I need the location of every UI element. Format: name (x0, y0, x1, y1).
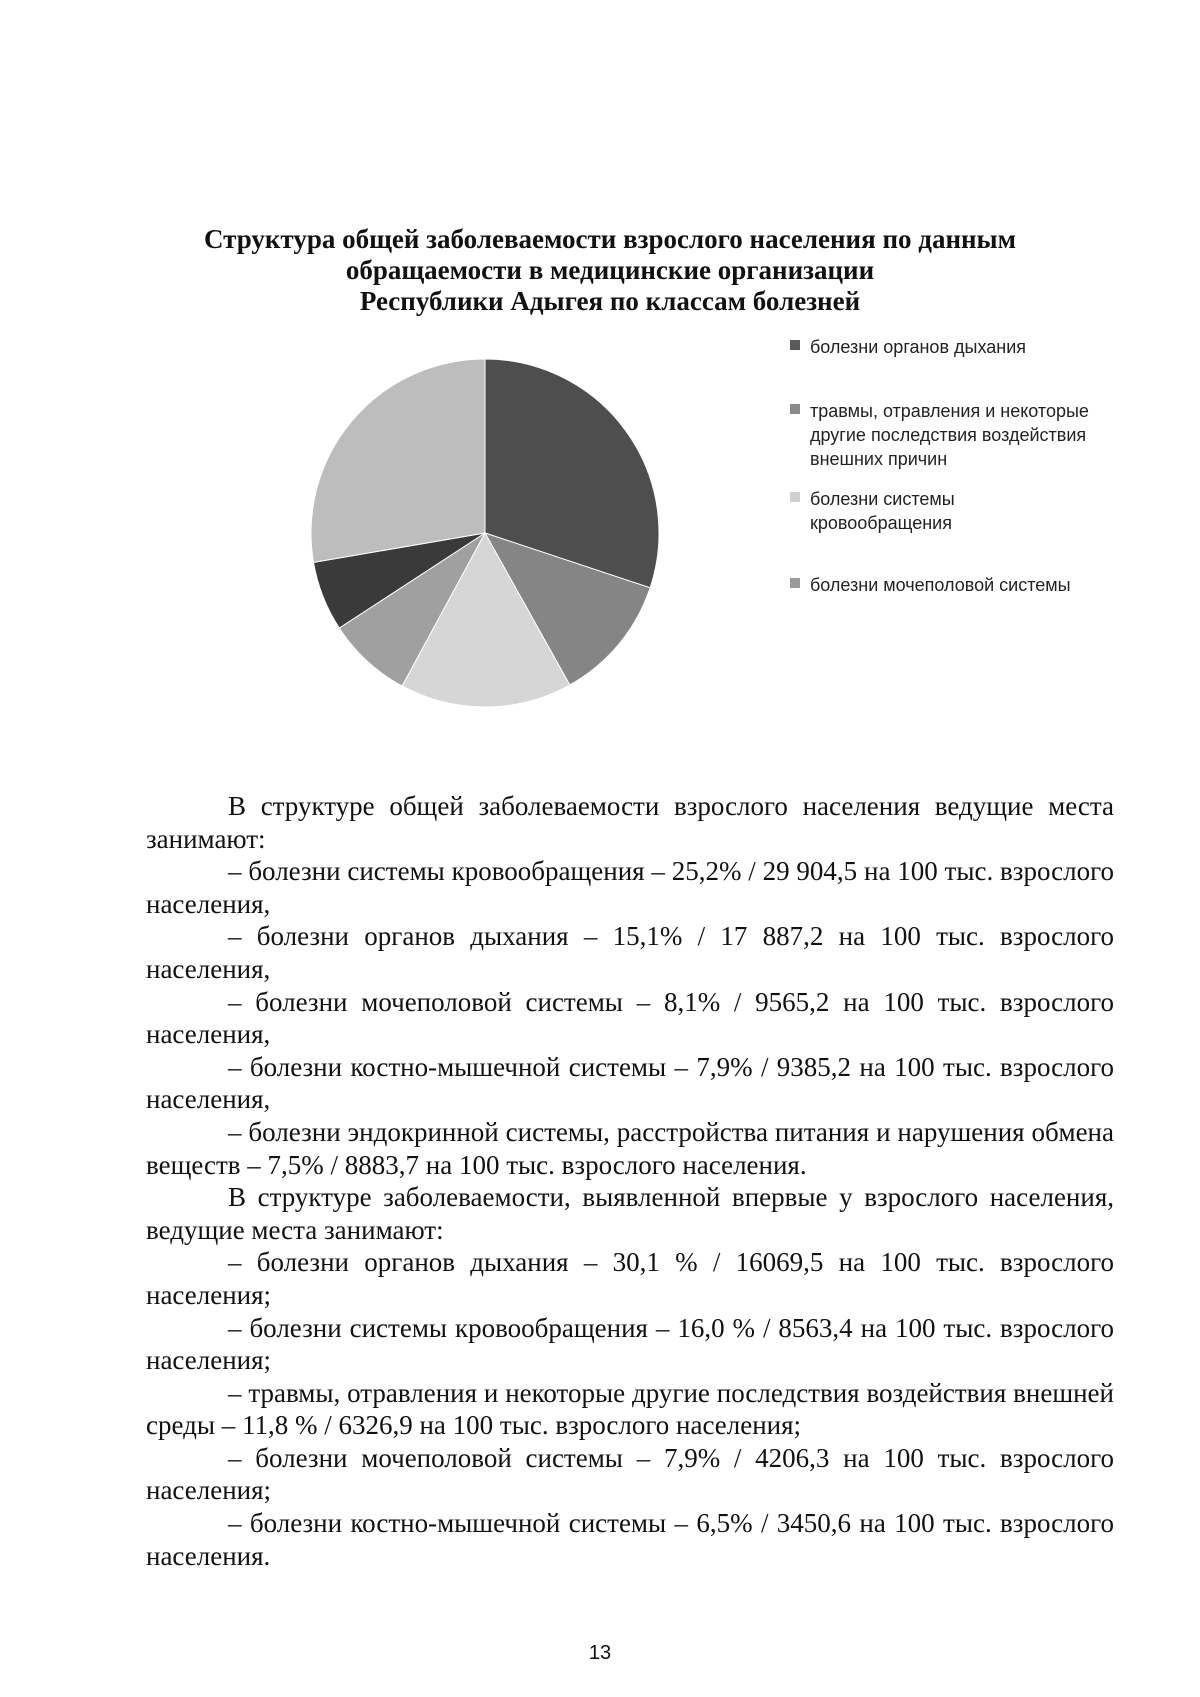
list-item: – травмы, отравления и некоторые другие последствия воздействия внешней среды – 11,8 % / 6326,9 на 100 тыс. взрослого населения; (146, 1377, 1114, 1441)
list-item: – болезни системы кровообращения – 16,0 % / 8563,4 на 100 тыс. взрослого населения; (146, 1312, 1114, 1376)
list-item: – болезни органов дыхания – 30,1 % / 16069,5 на 100 тыс. взрослого населения; (146, 1247, 1114, 1310)
legend-item-injuries (790, 399, 1090, 471)
legend-swatch-circulatory (790, 492, 800, 502)
page-number: 13 (588, 1642, 612, 1664)
legend-swatch-genitourinary (790, 578, 800, 588)
chart-title-line-2: обращаемости в медицинские организации (345, 255, 875, 285)
list-item: – болезни органов дыхания – 15,1% / 17 887,2 на 100 тыс. взрослого населения, (146, 921, 1114, 984)
chart-title (180, 224, 1040, 317)
paragraph-intro-total: В структуре общей заболеваемости взрослого населения ведущие места занимают: (146, 791, 1114, 854)
list-item: – болезни мочеполовой системы – 8,1% / 9565,2 на 100 тыс. взрослого населения, (146, 986, 1114, 1050)
legend-label-circulatory: болезни системы кровообращения (810, 489, 955, 533)
pie-chart (290, 338, 680, 728)
pie-slice-5 (311, 359, 485, 562)
legend-label-respiratory: болезни органов дыхания (810, 337, 1026, 357)
list-item: – болезни системы кровообращения – 25,2% / 29 904,5 на 100 тыс. взрослого населения, (146, 856, 1114, 919)
chart-title-line-1: Структура общей заболеваемости взрослого населения по данным (203, 224, 1017, 254)
legend-item-genitourinary (790, 573, 1090, 597)
list-item: – болезни эндокринной системы, расстройства питания и нарушения обмена веществ – 7,5% / 8883,7 на 100 тыс. взрослого населения. (146, 1116, 1114, 1180)
legend-label-genitourinary: болезни мочеполовой системы (810, 575, 1071, 595)
legend-swatch-respiratory (790, 340, 800, 350)
list-item: – болезни костно-мышечной системы – 6,5% / 3450,6 на 100 тыс. взрослого населения. (146, 1508, 1114, 1571)
legend-item-respiratory (790, 335, 1090, 359)
list-item: – болезни костно-мышечной системы – 7,9% / 9385,2 на 100 тыс. взрослого населения, (146, 1051, 1114, 1115)
chart-title-line-3: Республики Адыгея по классам болезней (359, 286, 861, 316)
list-item: – болезни мочеполовой системы – 7,9% / 4206,3 на 100 тыс. взрослого населения; (146, 1442, 1114, 1506)
pie-chart-svg (290, 338, 680, 728)
body-text (146, 790, 1114, 1572)
paragraph-intro-new: В структуре заболеваемости, выявленной впервые у взрослого населения, ведущие места занимают: (146, 1182, 1114, 1245)
legend-swatch-injuries (790, 404, 800, 414)
legend-label-injuries: травмы, отравления и некоторые другие последствия воздействия внешних причин (810, 401, 1089, 469)
legend-item-circulatory (790, 487, 1090, 535)
